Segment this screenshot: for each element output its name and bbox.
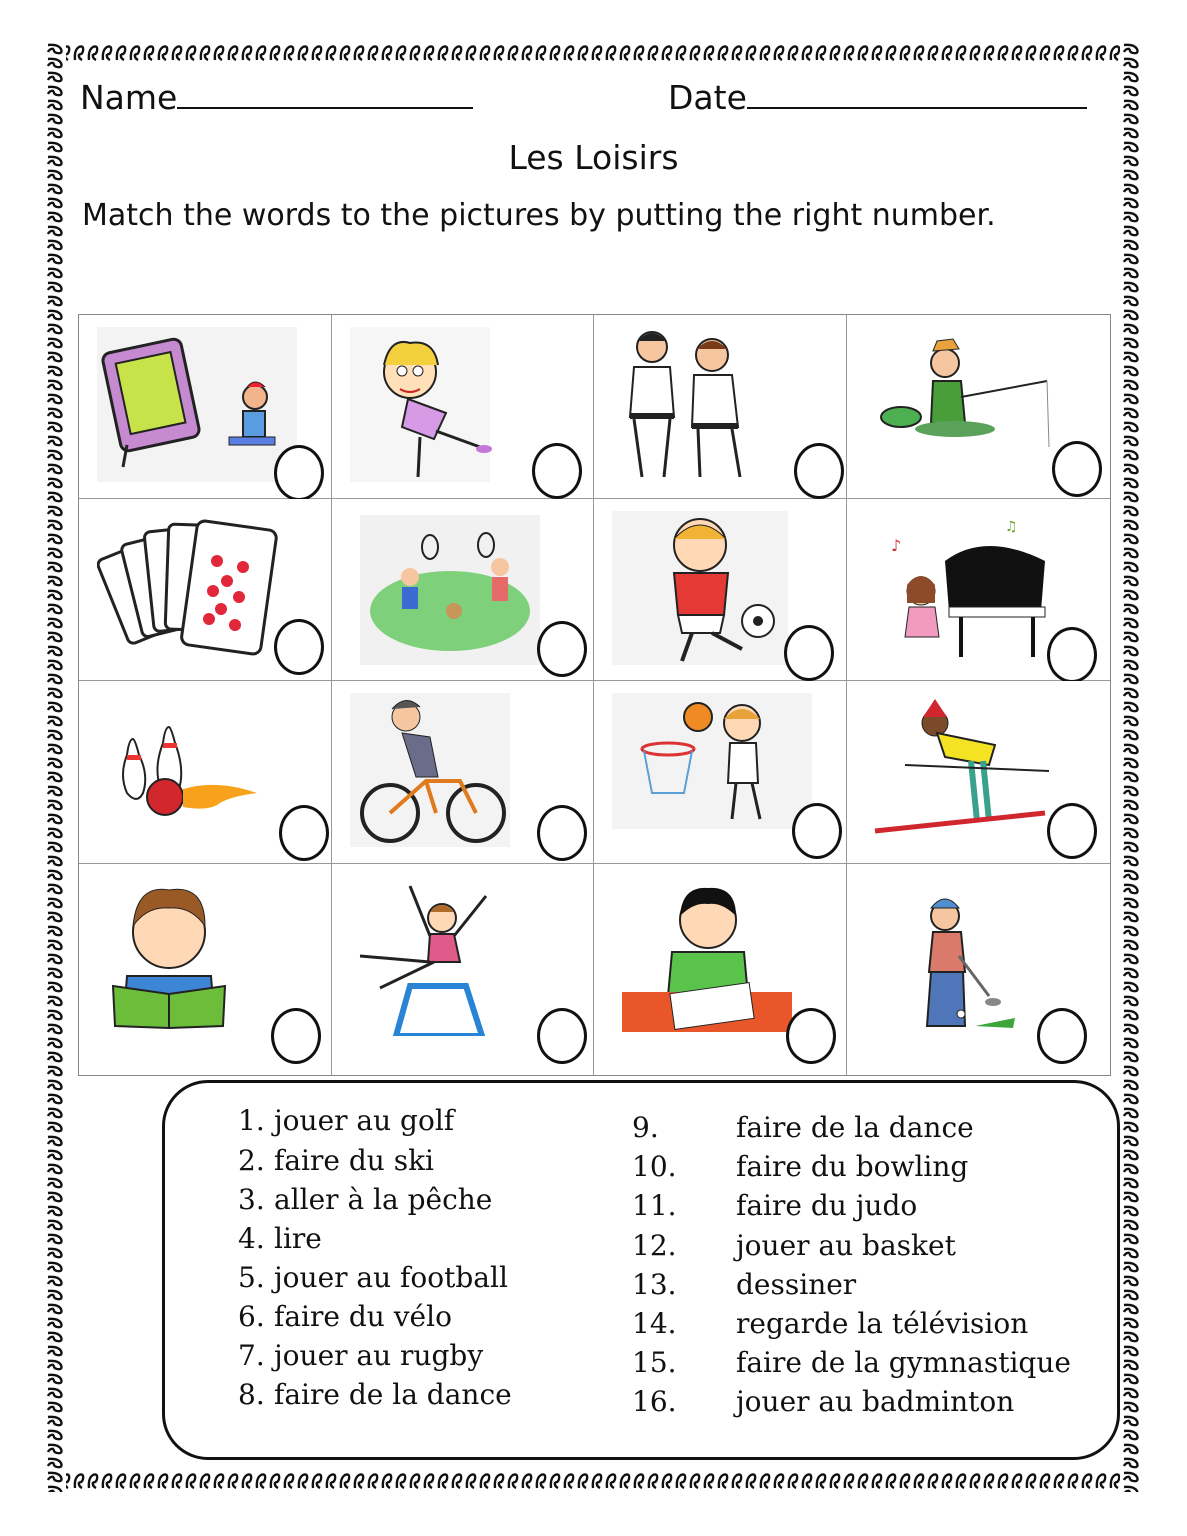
item-number: 11. — [632, 1189, 677, 1222]
picture-cell — [594, 864, 847, 1075]
list-item — [238, 1378, 512, 1411]
answer-circle[interactable] — [537, 621, 587, 677]
picture-cell — [79, 499, 332, 681]
item-text: faire de la dance — [274, 1378, 512, 1411]
item-number: 9. — [632, 1111, 659, 1144]
item-text: faire du bowling — [736, 1150, 969, 1183]
answer-circle[interactable] — [537, 1008, 587, 1064]
item-text: aller à la pêche — [274, 1183, 493, 1216]
list-item — [632, 1189, 917, 1222]
list-item — [238, 1104, 454, 1137]
answer-circle[interactable] — [792, 803, 842, 859]
answer-circle[interactable] — [1047, 627, 1097, 683]
item-text: faire de la dance — [736, 1111, 974, 1144]
badminton-players-icon — [350, 511, 550, 671]
item-text: jouer au football — [274, 1261, 508, 1294]
answer-circle[interactable] — [1052, 441, 1102, 497]
name-blank[interactable] — [177, 81, 473, 109]
item-number: 10. — [632, 1150, 677, 1183]
picture-cell — [594, 681, 847, 864]
answer-circle[interactable] — [786, 1008, 836, 1064]
item-text: jouer au golf — [274, 1104, 455, 1137]
date-label: Date — [668, 78, 747, 117]
gymnast-icon — [350, 876, 550, 1036]
border-bottom — [44, 1470, 1142, 1492]
page-title: Les Loisirs — [508, 138, 679, 177]
drawing-boy-icon — [612, 876, 812, 1036]
bowling-icon — [97, 693, 297, 853]
list-item — [632, 1150, 968, 1183]
cyclist-icon — [350, 693, 550, 853]
item-number: 2. — [238, 1144, 265, 1177]
basketball-player-icon — [612, 693, 812, 853]
ballet-dancer-icon — [350, 327, 550, 487]
item-text: faire du judo — [736, 1189, 918, 1222]
reading-boy-icon — [97, 876, 297, 1036]
item-text: jouer au rugby — [274, 1339, 484, 1372]
golfer-icon — [865, 876, 1065, 1036]
picture-cell — [847, 499, 1110, 681]
skier-icon — [865, 693, 1065, 853]
picture-cell — [332, 681, 594, 864]
svg-text:♪: ♪ — [891, 536, 902, 555]
list-item — [632, 1229, 956, 1262]
item-text: faire du ski — [274, 1144, 435, 1177]
svg-text:♫: ♫ — [1005, 519, 1018, 535]
item-number: 13. — [632, 1268, 677, 1301]
answer-circle[interactable] — [784, 625, 834, 681]
picture-cell — [847, 681, 1110, 864]
answer-circle[interactable] — [1037, 1008, 1087, 1064]
picture-cell — [79, 681, 332, 864]
picture-cell — [847, 864, 1110, 1075]
item-number: 6. — [238, 1300, 265, 1333]
picture-cell — [847, 315, 1110, 499]
fisherman-icon — [865, 327, 1065, 487]
date-blank[interactable] — [747, 81, 1087, 109]
item-text: regarde la télévision — [736, 1307, 1029, 1340]
item-number: 3. — [238, 1183, 265, 1216]
instructions: Match the words to the pictures by putting the right number. — [82, 198, 996, 233]
item-text: jouer au badminton — [736, 1385, 1015, 1418]
list-item — [632, 1268, 856, 1301]
list-item — [238, 1261, 508, 1294]
item-text: jouer au basket — [736, 1229, 956, 1262]
name-field[interactable] — [80, 78, 473, 117]
list-item — [632, 1307, 1028, 1340]
list-item — [238, 1300, 452, 1333]
picture-cell — [332, 864, 594, 1075]
answer-circle[interactable] — [532, 443, 582, 499]
judo-fighters-icon — [612, 327, 812, 487]
item-text: dessiner — [736, 1268, 857, 1301]
picture-cell — [79, 315, 332, 499]
television-watching-icon — [97, 327, 297, 487]
name-label: Name — [80, 78, 178, 117]
item-text: faire du vélo — [274, 1300, 452, 1333]
item-number: 4. — [238, 1222, 265, 1255]
picture-cell — [594, 315, 847, 499]
answer-circle[interactable] — [537, 805, 587, 861]
football-player-icon — [612, 511, 812, 671]
item-number: 16. — [632, 1385, 677, 1418]
picture-cell — [332, 315, 594, 499]
list-item — [632, 1111, 974, 1144]
item-number: 8. — [238, 1378, 265, 1411]
date-field[interactable] — [668, 78, 1087, 117]
item-number: 15. — [632, 1346, 677, 1379]
item-text: lire — [274, 1222, 322, 1255]
answer-circle[interactable] — [279, 805, 329, 861]
list-item — [632, 1385, 1014, 1418]
answer-circle[interactable] — [794, 443, 844, 499]
border-left — [44, 42, 66, 1492]
list-item — [238, 1339, 483, 1372]
list-item — [632, 1346, 1071, 1379]
item-number: 1. — [238, 1104, 265, 1137]
answer-circle[interactable] — [271, 1008, 321, 1064]
playing-cards-icon — [97, 511, 297, 671]
item-number: 7. — [238, 1339, 265, 1372]
border-top — [44, 42, 1142, 64]
item-number: 12. — [632, 1229, 677, 1262]
answer-circle[interactable] — [274, 619, 324, 675]
item-number: 14. — [632, 1307, 677, 1340]
picture-grid — [78, 314, 1111, 1076]
picture-cell — [594, 499, 847, 681]
list-item — [238, 1222, 322, 1255]
border-right — [1120, 42, 1142, 1492]
item-text: faire de la gymnastique — [736, 1346, 1071, 1379]
picture-cell — [332, 499, 594, 681]
picture-cell — [79, 864, 332, 1075]
list-item — [238, 1144, 434, 1177]
piano-player-icon — [865, 511, 1065, 671]
list-item — [238, 1183, 492, 1216]
answer-circle[interactable] — [1047, 803, 1097, 859]
item-number: 5. — [238, 1261, 265, 1294]
answer-circle[interactable] — [274, 445, 324, 501]
